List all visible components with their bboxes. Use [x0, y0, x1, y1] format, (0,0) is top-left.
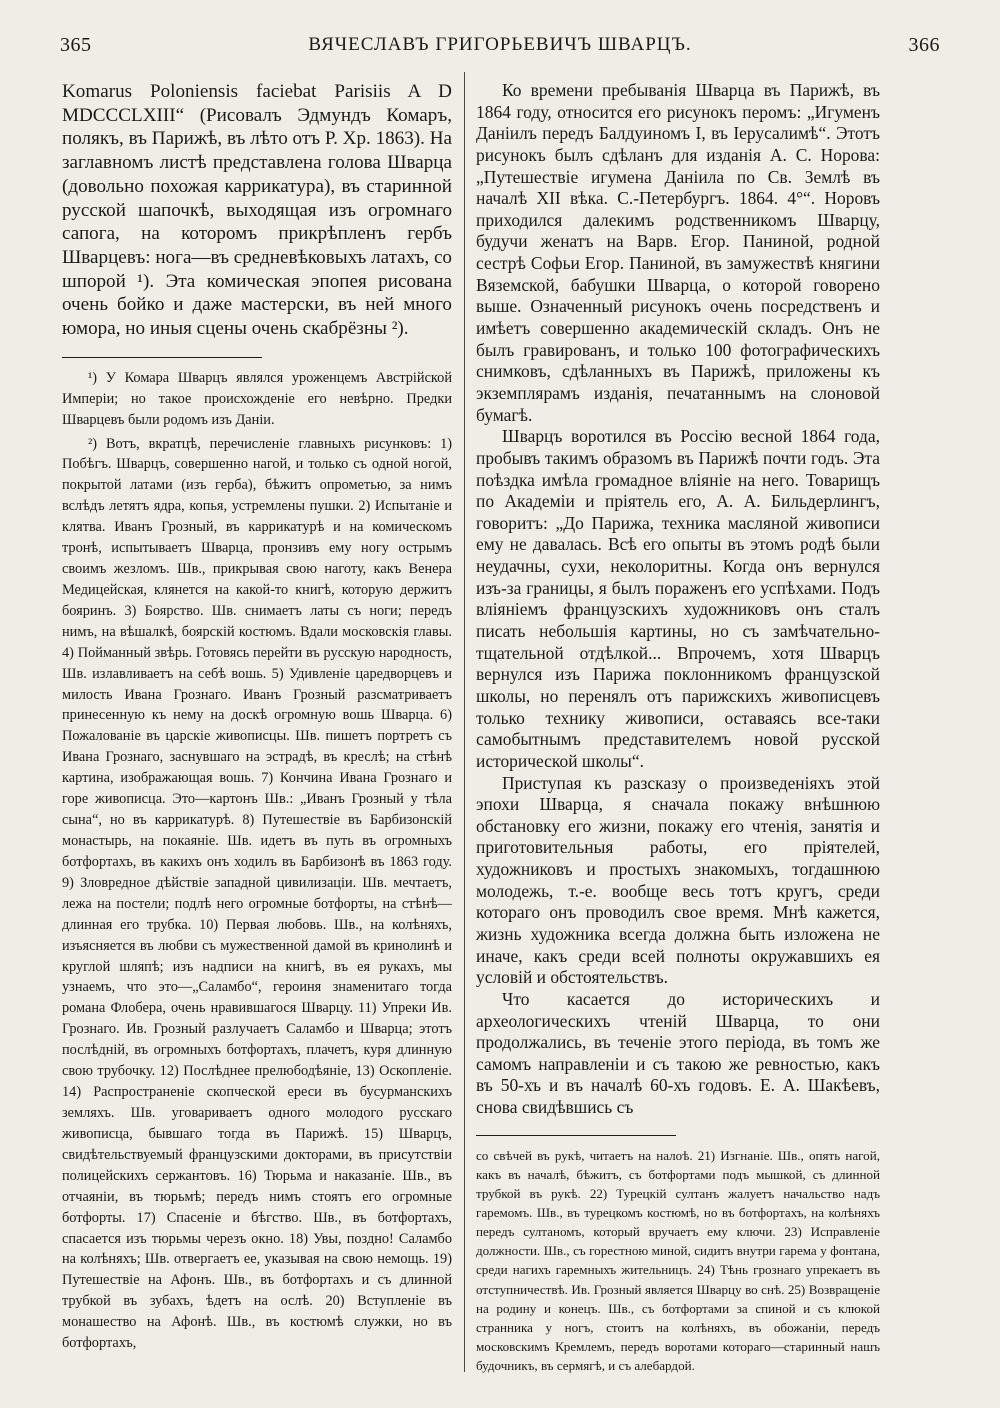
right-paragraph-4: Что касается до историческихъ и археологическихъ чтеній Шварца, то они продолжались, въ теченіе этого періода, въ томъ же самомъ направленіи и съ такою же ревностью, какъ въ 50-хъ и въ началѣ 60-хъ годовъ. Е. А. Шакѣевъ, снова свидѣвшись съ [476, 988, 880, 1118]
page-number-right: 366 [908, 33, 940, 56]
right-paragraph-2: Шварцъ воротился въ Россію весной 1864 года, пробывъ такимъ образомъ въ Парижѣ почти годъ. Эта поѣздка имѣла громадное вліяніе на него. Товарищъ по Академіи и пріятель его, А. А. Бильдерлингъ, говоритъ: „До Парижа, техника масляной живописи ему не давалась. Всѣ его опыты въ этомъ родѣ были неудачны, сухи, неколоритны. Когда онъ вернулся изъ-за границы, я былъ пораженъ его успѣхами. Подъ вліяніемъ французскихъ художниковъ онъ сталъ писать небольшія картины, но съ замѣчательно-тщательной отдѣлкой... Впрочемъ, хотя Шварцъ вернулся изъ Парижа поклонникомъ французской школы, но перенялъ отъ парижскихъ живописцевъ только технику живописи, оставаясь все-таки самобытнымъ представителемъ новой русской исторической школы“. [476, 426, 880, 771]
page-number-left: 365 [60, 33, 92, 56]
footnotes [62, 368, 452, 1354]
left-column [62, 80, 452, 1357]
footnote-rule [62, 357, 262, 358]
column-divider [464, 72, 465, 1372]
running-header [60, 30, 940, 60]
footnote-rule-right [476, 1135, 676, 1136]
footnote-1: ¹) У Комара Шварцъ являлся уроженцемъ Австрійской Имперіи; но такое происхожденіе его невѣрно. Предки Шварцевъ были родомъ изъ Даніи. [62, 369, 452, 428]
left-main-paragraph: Komarus Poloniensis faciebat Parisiis A D MDCCCLXIII“ (Рисовалъ Эдмундъ Комаръ, полякъ, въ Парижѣ, въ лѣто отъ Р. Хр. 1863). На заглавномъ листѣ представлена голова Шварца (довольно похожая каррикатура), въ старинной русской шапочкѣ, выходящая изъ огромнаго сапога, на которомъ прикрѣпленъ гербъ Шварцевъ: нога—въ средневѣковыхъ латахъ, со шпорой ¹). Эта комическая эпопея рисована очень бойко и даже мастерски, въ ней много юмора, но иныя сцены очень скабрёзны ²). [62, 81, 452, 340]
footnote-2: ²) Вотъ, вкратцѣ, перечисленіе главныхъ рисунковъ: 1) Побѣгъ. Шварцъ, совершенно нагой, и только съ одной ногой, покрытой латами (изъ герба), бѣжитъ опрометью, за нимъ вслѣдъ летятъ ядра, копья, устремлены пушки. 2) Испытаніе и клятва. Иванъ Грозный, въ каррикатурѣ и на комическомъ тронѣ, испытываетъ Шварца, пронзивъ ему ногу острымъ своимъ жезломъ. Шв., прикрывая свою наготу, какъ Венера Медицейская, клянется на какой-то книгѣ, которую держитъ бояринъ. 3) Боярство. Шв. снимаетъ латы съ ноги; передъ нимъ, на вѣшалкѣ, боярскій костюмъ. Вдали московскія главы. 4) Пойманный звѣрь. Готовясь перейти въ русскую народность, Шв. излавливаетъ на себѣ вошь. 5) Удивленіе царедворцевъ и милость Ивана Грознаго. Иванъ Грозный разсматриваетъ принесенную къ нему на доскѣ огромную вошь Шварца. 6) Пожалованіе въ царскіе живописцы. Шв. пишетъ портретъ съ Ивана Грознаго, заснувшаго на эстрадѣ, въ креслѣ; на стѣнѣ картина, изображающая вошь. 7) Кончина Ивана Грознаго и горе живописца. Это—картонъ Шв.: „Иванъ Грозный у тѣла сына“, но въ каррикатурѣ. 8) Путешествіе въ Барбизонскій монастырь, на покаяніе. Шв. идетъ въ путь въ огромныхъ ботфортахъ, въ какихъ онъ ходилъ въ Барбизонѣ въ 1863 году. 9) Зловредное дѣйствіе западной цивилизаціи. Шв. мечтаетъ, лежа на постели; подлѣ него огромные ботфорты, на стѣнѣ—длинная его трубка. 10) Первая любовь. Шв., на колѣняхъ, изъясняется въ любви съ мужественной дамой въ кринолинѣ и круглой шляпѣ; изъ надписи на книгѣ, въ ея рукахъ, мы узнаемъ, что это—„Саламбо“, героиня знаменитаго тогда романа Флобера, очень нравившагося Шварцу. 11) Упреки Ив. Грознаго. Ив. Грозный разлучаетъ Саламбо и Шварца; этотъ послѣдній, въ огромныхъ ботфортахъ, плачетъ, куря длинную свою трубочку. 12) Послѣднее прелюбодѣяніе, 13) Оскопленіе. 14) Распространеніе скопческой ереси въ бусурманскихъ земляхъ. Шв. уговариваетъ одного молодого русскаго живописца, бывшаго тогда въ Парижѣ. 15) Шварцъ, свидѣтельствуемый французскими докторами, въ присутствіи полицейскихъ сержантовъ. 16) Тюрьма и наказаніе. Шв., въ отчаяніи, въ тюрьмѣ; передъ нимъ стоятъ его огромные ботфорты. 17) Спасеніе и бѣгство. Шв., въ ботфортахъ, спасается изъ тюрьмы черезъ окно. 18) Увы, поздно! Саламбо на колѣняхъ; Шв. отвергаетъ ее, указывая на свою немощь. 19) Путешествіе на Афонъ. Шв., въ ботфортахъ и съ длинной трубкой въ зубахъ, ѣдетъ на ослѣ. 20) Вступленіе въ монашество на Афонѣ. Шв., въ костюмѣ служки, но въ ботфортахъ, [62, 435, 452, 1352]
right-column [476, 80, 880, 1375]
right-paragraph-3: Приступая къ разсказу о произведеніяхъ этой эпохи Шварца, я сначала покажу внѣшнюю обстановку его жизни, покажу его чтенія, занятія и приготовительныя работы, его пріятелей, художниковъ и простыхъ знакомыхъ, тогдашнюю молодежь, т.-е. вообще весь тотъ кругъ, среди котораго онъ проводилъ свое время. Мнѣ кажется, жизнь художника всегда должна быть изложена не иначе, какъ среди всей полноты окружавшихъ ея условій и обстоятельствъ. [476, 772, 880, 988]
footnote-continuation: со свѣчей въ рукѣ, читаетъ на налоѣ. 21) Изгнаніе. Шв., опять нагой, какъ въ началѣ, бѣжитъ, съ ботфортами подъ мышкой, съ длинной трубкой въ рукѣ. 22) Турецкій султанъ жалуетъ начальство надъ гаремомъ. Шв., въ турецкомъ костюмѣ, но въ ботфортахъ, на колѣняхъ передъ султаномъ, который вручаетъ ему ключи. 23) Исправленіе должности. Шв., съ горестною миной, сидитъ внутри гарема у фонтана, среди нагихъ гаремныхъ жительницъ. 24) Тѣнь грознаго упрекаетъ въ отступничествѣ. Ив. Грозный является Шварцу во снѣ. 25) Возвращеніе на родину и конецъ. Шв., съ ботфортами за спиной и съ клюкой странника у ногъ, стоитъ на колѣняхъ, въ обожаніи, передъ московскимъ Кремлемъ, передъ воротами котораго—старинный нашъ будочникъ, въ сермягѣ, и съ алебардой. [476, 1147, 880, 1373]
right-paragraph-1: Ко времени пребыванія Шварца въ Парижѣ, въ 1864 году, относится его рисунокъ перомъ: „Игуменъ Даніилъ передъ Балдуиномъ I, въ Іерусалимѣ“. Этотъ рисунокъ былъ сдѣланъ для изданія А. С. Норова: „Путешествіе игумена Даніила по Св. Землѣ въ началѣ XII вѣка. С.-Петербургъ. 1864. 4°“. Норовъ приходился далекимъ родственникомъ Шварцу, будучи женатъ на Варв. Егор. Паниной, родной сестрѣ Софьи Егор. Паниной, въ замужествѣ княгини Вяземской, бабушки Шварца, о которой говорено выше. Означенный рисунокъ очень посредственъ и имѣетъ совершенно академическій складъ. Онъ не былъ гравированъ, и только 100 фотографическихъ снимковъ, сдѣланныхъ въ Парижѣ, приложены къ экземплярамъ изданія, печатаннымъ на слоновой бумагѣ. [476, 80, 880, 425]
running-title: ВЯЧЕСЛАВЪ ГРИГОРЬЕВИЧЪ ШВАРЦЪ. [308, 34, 692, 55]
